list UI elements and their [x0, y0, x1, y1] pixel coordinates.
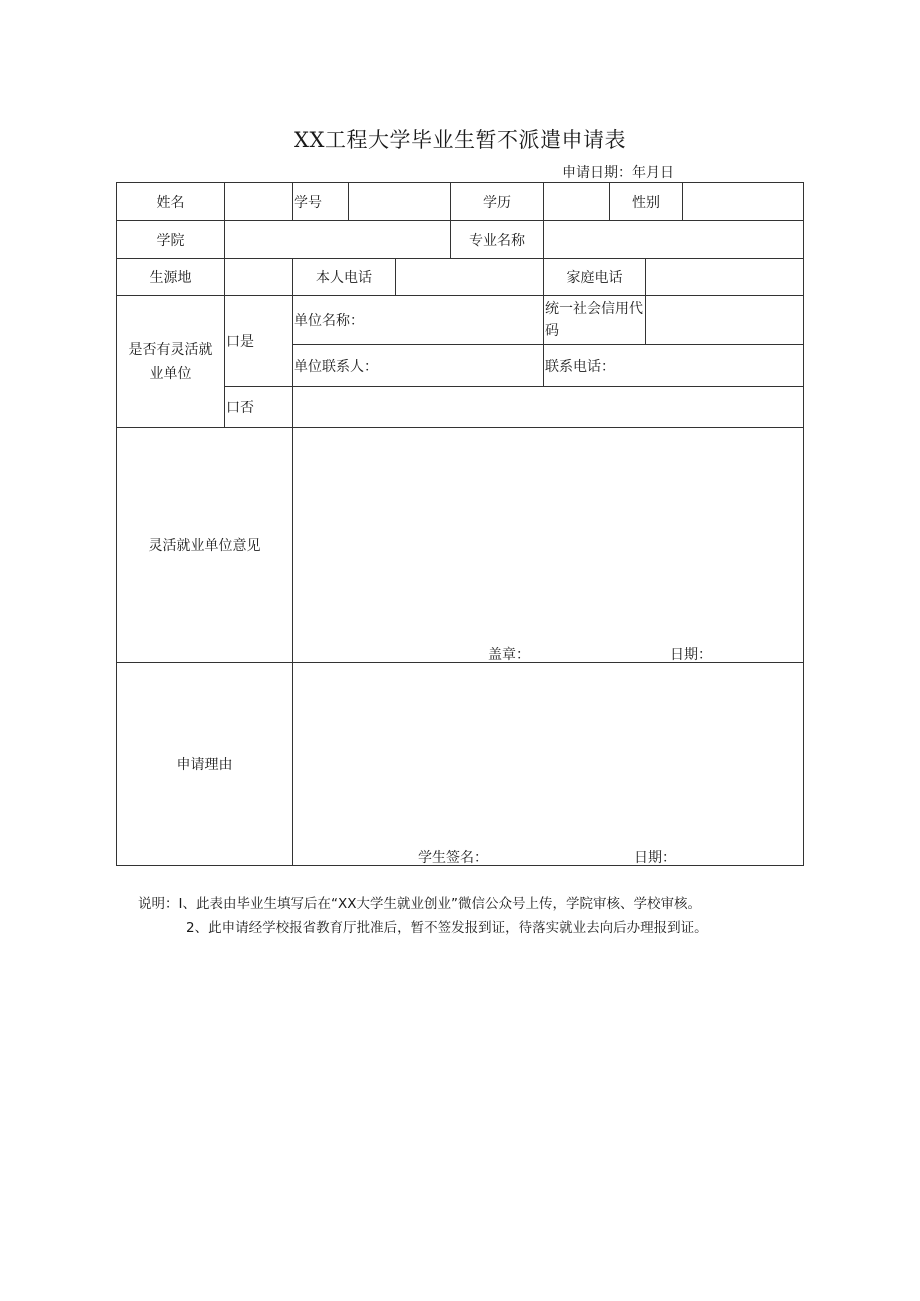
education-field[interactable]: [544, 183, 609, 220]
unit-name-label: 单位名称：: [294, 313, 364, 329]
flexible-unit-label: [117, 296, 224, 427]
credit-code-field[interactable]: [646, 296, 803, 344]
flexible-unit-label-text: 是否有灵活就业单位: [128, 341, 213, 382]
gender-label: 性别: [632, 194, 660, 211]
seal-label: 盖章：: [488, 647, 530, 663]
note-line-2: 2、此申请经学校报省教育厅批准后，暂不签发报到证，待落实就业去向后办理报到证。: [186, 920, 708, 936]
contact-phone-label: 联系电话：: [545, 358, 615, 375]
unit-opinion-field[interactable]: [293, 428, 803, 662]
unit-opinion-label: 灵活就业单位意见: [148, 538, 261, 554]
table-line: [803, 182, 804, 866]
gender-field[interactable]: [683, 183, 803, 220]
credit-code-label-text: 统一社会信用代码: [545, 301, 643, 339]
reason-date-label: 日期：: [634, 850, 676, 866]
apply-date: 申请日期：年月日: [562, 165, 674, 181]
opinion-date-label: 日期：: [670, 647, 712, 663]
student-sign-label: 学生签名：: [418, 850, 488, 866]
college-label: 学院: [156, 232, 185, 249]
major-field[interactable]: [544, 221, 803, 258]
name-field[interactable]: [225, 183, 292, 220]
contact-person-label: 单位联系人：: [294, 358, 378, 375]
home-phone-label: 家庭电话: [566, 270, 623, 286]
reason-label: 申请理由: [176, 757, 233, 773]
phone-label: 本人电话: [316, 270, 372, 286]
no-checkbox[interactable]: 口否: [226, 400, 254, 416]
credit-code-label: [545, 296, 643, 344]
student-id-label: 学号: [294, 194, 322, 211]
education-label: 学历: [483, 194, 511, 211]
name-label: 姓名: [156, 194, 185, 211]
table-line: [543, 295, 544, 386]
home-phone-field[interactable]: [646, 259, 803, 295]
table-line: [224, 295, 225, 427]
major-label: 专业名称: [469, 232, 525, 249]
yes-checkbox[interactable]: 口是: [226, 334, 254, 350]
table-line: [292, 182, 293, 220]
origin-field[interactable]: [225, 259, 292, 295]
college-field[interactable]: [225, 221, 450, 258]
note-line-1: 说明：I、此表由毕业生填写后在“XX大学生就业创业”微信公众号上传，学院审核、学校审核。: [138, 896, 701, 912]
page-title: XX工程大学毕业生暂不派遣申请表: [294, 128, 626, 152]
no-unit-field[interactable]: [293, 387, 803, 427]
phone-field[interactable]: [396, 259, 543, 295]
student-id-field[interactable]: [349, 183, 450, 220]
reason-field[interactable]: [293, 663, 803, 865]
origin-label: 生源地: [149, 270, 192, 286]
